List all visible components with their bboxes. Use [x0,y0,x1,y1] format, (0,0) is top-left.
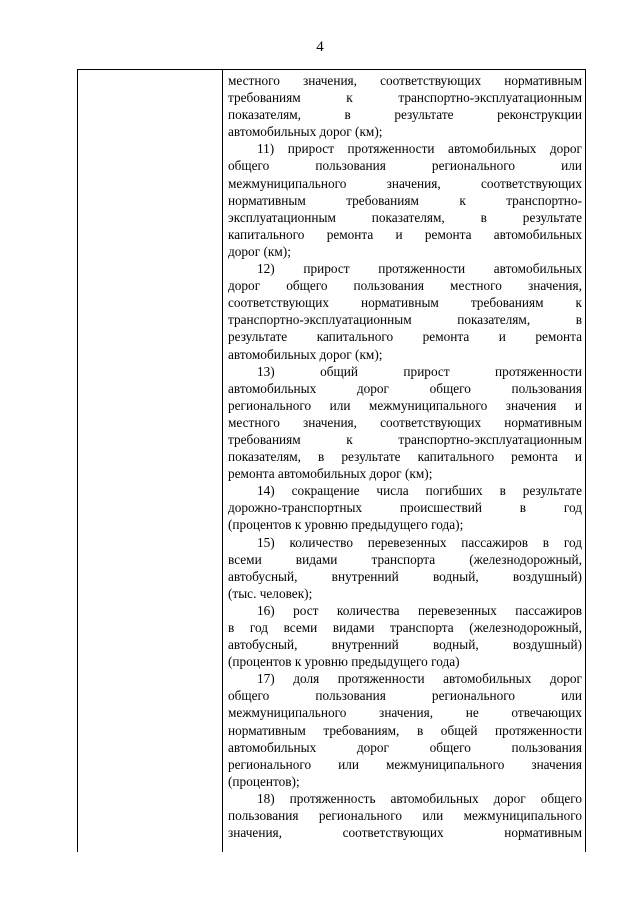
text-line: межмуниципального значения, соответствующих [228,175,582,191]
text-line: автомобильных дорог общего пользования [228,380,582,396]
text-line: регионального или межмуниципального значения и [228,397,582,413]
table-right-column [228,72,582,841]
text-line: нормативным требованиям, в общей протяженности [228,722,582,738]
text-line: результате капитального ремонта и ремонта [228,329,582,345]
text-line: автобусный, внутренний водный, воздушный) [228,568,582,584]
text-line: транспортно-эксплуатационным показателям, в [228,312,582,328]
text-line: 18) протяженность автомобильных дорог общего [257,790,582,806]
text-line: соответствующих нормативным требованиям к [228,295,582,311]
text-line: общего пользования регионального или [228,158,582,174]
text-line: требованиям к транспортно-эксплуатационным [228,431,582,447]
text-line: автомобильных дорог (км); [228,124,383,140]
text-line: (процентов к уровню предыдущего года) [228,654,460,670]
text-line: автомобильных дорог (км); [228,346,383,362]
text-line: общего пользования регионального или [228,688,582,704]
text-line: пользования регионального или межмуниципального [228,808,582,824]
text-line: эксплуатационным показателям, в результате [228,209,582,225]
text-line: дорог (км); [228,243,291,259]
text-line: 13) общий прирост протяженности [257,363,582,379]
text-line: ремонта автомобильных дорог (км); [228,466,433,482]
text-line: местного значения, соответствующих нормативным [228,73,582,88]
text-line: 15) количество перевезенных пассажиров в год [257,534,582,550]
text-line: 16) рост количества перевезенных пассажиров [257,602,582,618]
text-line: в год всеми видами транспорта (железнодорожный, [228,620,582,635]
text-line: показателям, в результате капитального ремонта и [228,449,582,465]
text-line: (тыс. человек); [228,585,313,601]
text-line: автобусный, внутренний водный, воздушный) [228,637,582,653]
text-line: автомобильных дорог общего пользования [228,739,582,755]
text-line: дорог общего пользования местного значения, [228,278,582,294]
text-line: всеми видами транспорта (железнодорожный, [228,551,582,567]
text-line: (процентов); [228,773,300,789]
text-line: нормативным требованиям к транспортно- [228,192,582,208]
text-line: дорожно-транспортных происшествий в год [228,500,582,516]
text-line: требованиям к транспортно-эксплуатационным [228,90,582,106]
text-line: показателям, в результате реконструкции [228,107,582,123]
text-line: капитального ремонта и ремонта автомобильных [228,226,582,242]
text-line: значения, соответствующих нормативным [228,825,582,841]
text-line: межмуниципального значения, не отвечающих [228,705,582,721]
text-line: 11) прирост протяженности автомобильных дорог [257,141,582,157]
document-table [77,69,586,852]
text-line: 12) прирост протяженности автомобильных [257,261,582,277]
text-line: (процентов к уровню предыдущего года); [228,517,464,533]
text-line: 17) доля протяженности автомобильных дорог [257,671,582,687]
text-line: 14) сокращение числа погибших в результате [257,483,582,499]
table-left-column [78,70,223,852]
page-number: 4 [316,39,324,55]
text-line: регионального или межмуниципального значения [228,756,582,772]
text-line: местного значения, соответствующих нормативным [228,414,582,430]
